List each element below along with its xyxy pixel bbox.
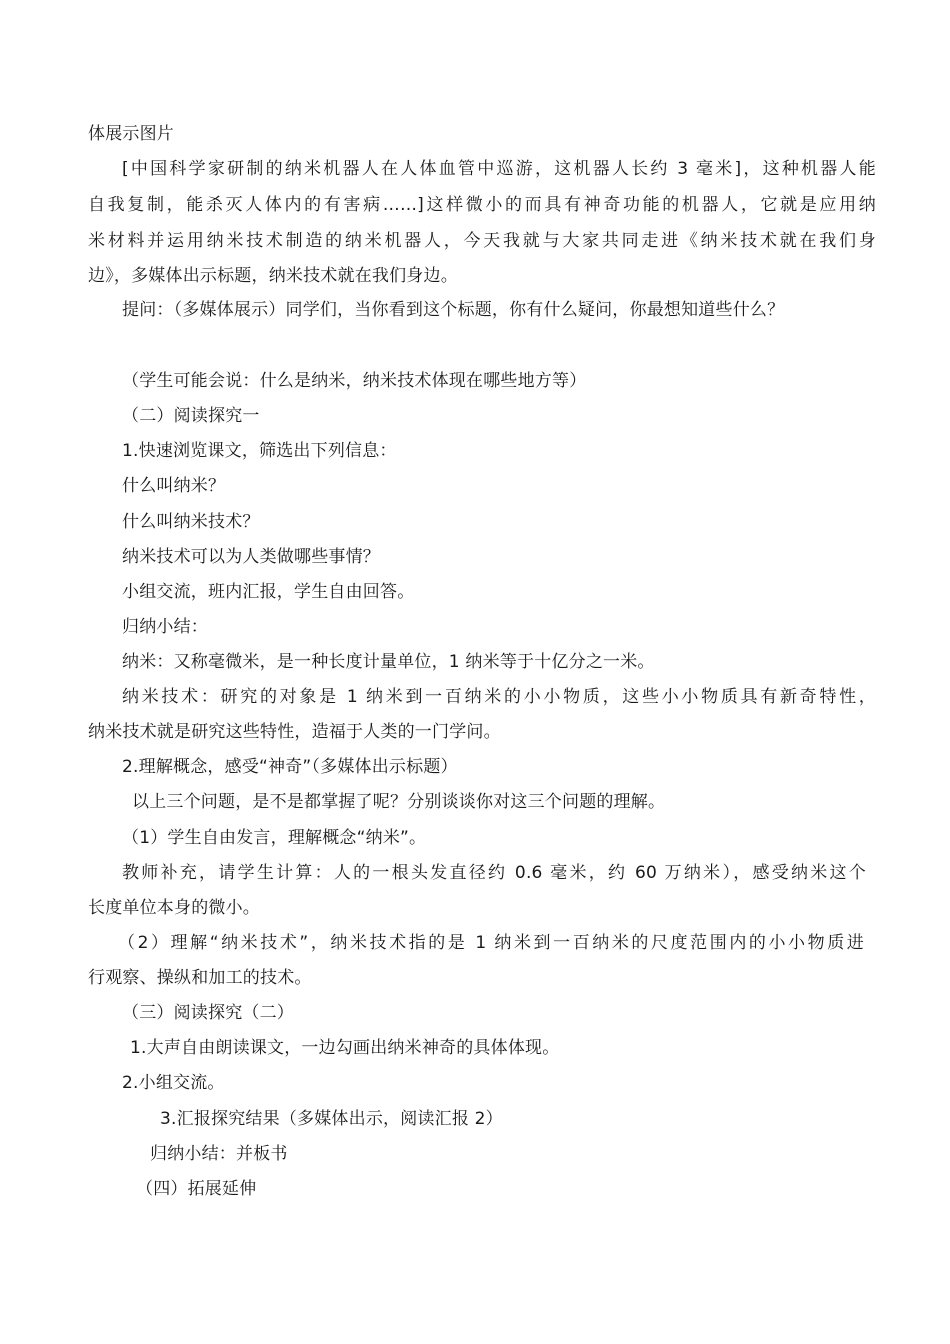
- text-line-13: 小组交流，班内汇报，学生自由回答。: [122, 582, 415, 602]
- text-line-23: （2）理解“纳米技术”，纳米技术指的是 1 纳米到一百纳米的尺度范围内的小小物质进: [118, 933, 864, 953]
- text-line-3: 自我复制，能杀灭人体内的有害病……]这样微小的而具有神奇功能的机器人，它就是应用纳: [88, 195, 876, 215]
- text-line-1: 体展示图片: [88, 124, 174, 144]
- text-line-9: 1.快速浏览课文，筛选出下列信息：: [122, 441, 397, 461]
- text-line-16: 纳米技术：研究的对象是 1 纳米到一百纳米的小小物质，这些小小物质具有新奇特性，: [122, 687, 876, 707]
- text-line-6: 提问：（多媒体展示）同学们，当你看到这个标题，你有什么疑问，你最想知道些什么？: [122, 300, 785, 320]
- text-line-4: 米材料并运用纳米技术制造的纳米机器人，今天我就与大家共同走进《纳米技术就在我们身: [88, 231, 876, 251]
- text-line-18: 2.理解概念，感受“神奇”（多媒体出示标题）: [122, 757, 458, 777]
- text-line-22: 长度单位本身的微小。: [88, 898, 260, 918]
- text-line-17: 纳米技术就是研究这些特性，造福于人类的一门学问。: [88, 722, 501, 742]
- text-line-10: 什么叫纳米？: [122, 476, 226, 496]
- text-line-14: 归纳小结：: [122, 617, 208, 637]
- text-line-11: 什么叫纳米技术？: [122, 512, 260, 532]
- text-line-21: 教师补充，请学生计算：人的一根头发直径约 0.6 毫米，约 60 万纳米），感受纳米这个: [122, 863, 866, 883]
- text-line-2: [中国科学家研制的纳米机器人在人体血管中巡游，这机器人长约 3 毫米]，这种机器人能: [122, 159, 876, 179]
- text-line-5: 边》，多媒体出示标题，纳米技术就在我们身边。: [88, 266, 458, 286]
- text-line-15: 纳米：又称毫微米，是一种长度计量单位，1 纳米等于十亿分之一米。: [122, 652, 655, 672]
- text-line-24: 行观察、操纵和加工的技术。: [88, 968, 312, 988]
- text-line-19: 以上三个问题，是不是都掌握了呢？分别谈谈你对这三个问题的理解。: [132, 792, 666, 812]
- section-heading-3: （三）阅读探究（二）: [122, 1003, 294, 1023]
- text-line-20: （1）学生自由发言，理解概念“纳米”。: [122, 828, 427, 848]
- text-line-29: 归纳小结：并板书: [150, 1144, 288, 1164]
- text-line-27: 2.小组交流。: [122, 1073, 225, 1093]
- text-line-28: 3.汇报探究结果（多媒体出示，阅读汇报 2）: [160, 1109, 503, 1129]
- text-line-7: （学生可能会说：什么是纳米，纳米技术体现在哪些地方等）: [122, 371, 587, 391]
- section-heading-4: （四）拓展延伸: [136, 1179, 257, 1199]
- text-line-26: 1.大声自由朗读课文，一边勾画出纳米神奇的具体体现。: [130, 1038, 560, 1058]
- section-heading-2: （二）阅读探究一: [122, 406, 260, 426]
- text-line-12: 纳米技术可以为人类做哪些事情？: [122, 547, 380, 567]
